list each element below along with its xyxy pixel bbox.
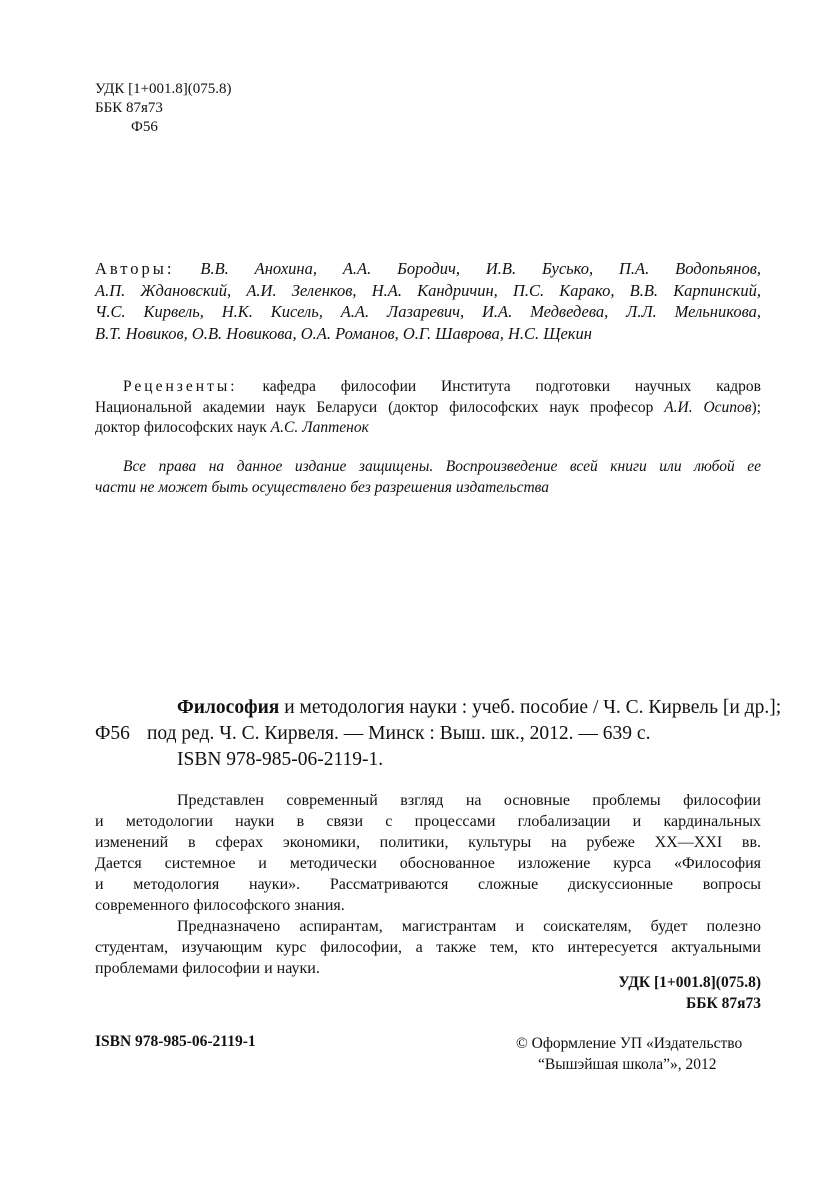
reviewer-name: А.И. Осипов bbox=[664, 398, 752, 416]
card-imprint: под ред. Ч. С. Кирвеля. — Минск : Выш. шк., 2012. — 639 с. bbox=[147, 723, 651, 744]
rights-notice bbox=[95, 456, 761, 498]
reviewers-text: кафедра философии Института подготовки научных кадров bbox=[262, 378, 762, 395]
authors-line: В.Т. Новиков, О.В. Новикова, О.А. Романов, О.Г. Шаврова, Н.С. Щекин bbox=[95, 323, 592, 343]
copyright-line: © Оформление УП «Издательство bbox=[516, 1035, 743, 1052]
reviewers-line bbox=[95, 418, 761, 439]
card-title-rest: и методология науки : учеб. пособие / Ч. С. Кирвель [и др.]; bbox=[279, 697, 782, 718]
reviewers-text: Национальной академии наук Беларуси (доктор философских наук професор bbox=[95, 398, 665, 416]
abstract-line: Представлен современный взгляд на основные проблемы философии bbox=[177, 792, 761, 809]
card-isbn: ISBN 978-985-06-2119-1. bbox=[177, 749, 384, 770]
copyright-line: “Вышэйшая школа”», 2012 bbox=[538, 1056, 717, 1073]
abstract-line: и методология науки». Рассматриваются сложные дискуссионные вопросы bbox=[95, 876, 761, 893]
udk-code-bold: УДК [1+001.8](075.8) bbox=[618, 974, 761, 991]
abstract-line: современного философского знания. bbox=[95, 897, 345, 914]
abstract-line: и методологии науки в связи с процессами глобализации и кардинальных bbox=[95, 813, 761, 830]
reviewers-text: ); bbox=[751, 398, 761, 416]
abstract-line: изменений в сферах экономики, политики, культуры на рубеже XX—XXI вв. bbox=[95, 834, 761, 851]
reviewers-block bbox=[95, 377, 761, 439]
reviewers-line bbox=[95, 377, 761, 398]
reviewers-label: Рецензенты: bbox=[123, 378, 238, 395]
abstract-block bbox=[95, 790, 761, 979]
catalog-card bbox=[95, 695, 782, 773]
codes-right bbox=[618, 972, 761, 1014]
abstract-line: Предназначено аспирантам, магистрантам и соискателям, будет полезно bbox=[177, 918, 761, 935]
bbk-code-bold: ББК 87я73 bbox=[686, 995, 761, 1012]
authors-names: В.В. Анохина, А.А. Бородич, И.В. Бусько, П.А. Водопьянов, bbox=[200, 259, 762, 278]
isbn-footer: ISBN 978-985-06-2119-1 bbox=[95, 1033, 256, 1050]
card-title: Философия bbox=[177, 697, 280, 718]
reviewers-text: доктор философских наук bbox=[95, 419, 271, 436]
copyright-block bbox=[516, 1033, 742, 1075]
reviewers-line bbox=[95, 398, 761, 419]
reviewer-name: А.С. Лаптенок bbox=[270, 419, 369, 436]
card-code: Ф56 bbox=[95, 723, 130, 744]
authors-line: Ч.С. Кирвель, Н.К. Кисель, А.А. Лазаревич, И.А. Медведева, Л.Л. Мельникова, bbox=[95, 302, 761, 321]
rights-line: Все права на данное издание защищены. Воспроизведение всей книги или любой ее bbox=[123, 458, 761, 475]
abstract-line: Дается системное и методически обоснованное изложение курса «Философия bbox=[95, 855, 761, 872]
card-title-line bbox=[95, 695, 782, 721]
rights-line: части не может быть осуществлено без разрешения издательства bbox=[95, 479, 550, 496]
authors-block bbox=[95, 258, 761, 344]
bbk-code: ББК 87я73 bbox=[95, 100, 163, 116]
classification-block bbox=[95, 80, 232, 137]
udk-code: УДК [1+001.8](075.8) bbox=[95, 81, 232, 97]
authors-line bbox=[95, 258, 761, 280]
card-imprint-line bbox=[95, 721, 761, 747]
author-mark: Ф56 bbox=[131, 119, 158, 135]
abstract-line: проблемами философии и науки. bbox=[95, 960, 320, 977]
authors-line: А.П. Ждановский, А.И. Зеленков, Н.А. Кандричин, П.С. Карако, В.В. Карпинский, bbox=[95, 280, 761, 300]
abstract-line: студентам, изучающим курс философии, а также тем, кто интересуется актуальными bbox=[95, 939, 761, 956]
authors-label: Авторы: bbox=[95, 259, 175, 278]
